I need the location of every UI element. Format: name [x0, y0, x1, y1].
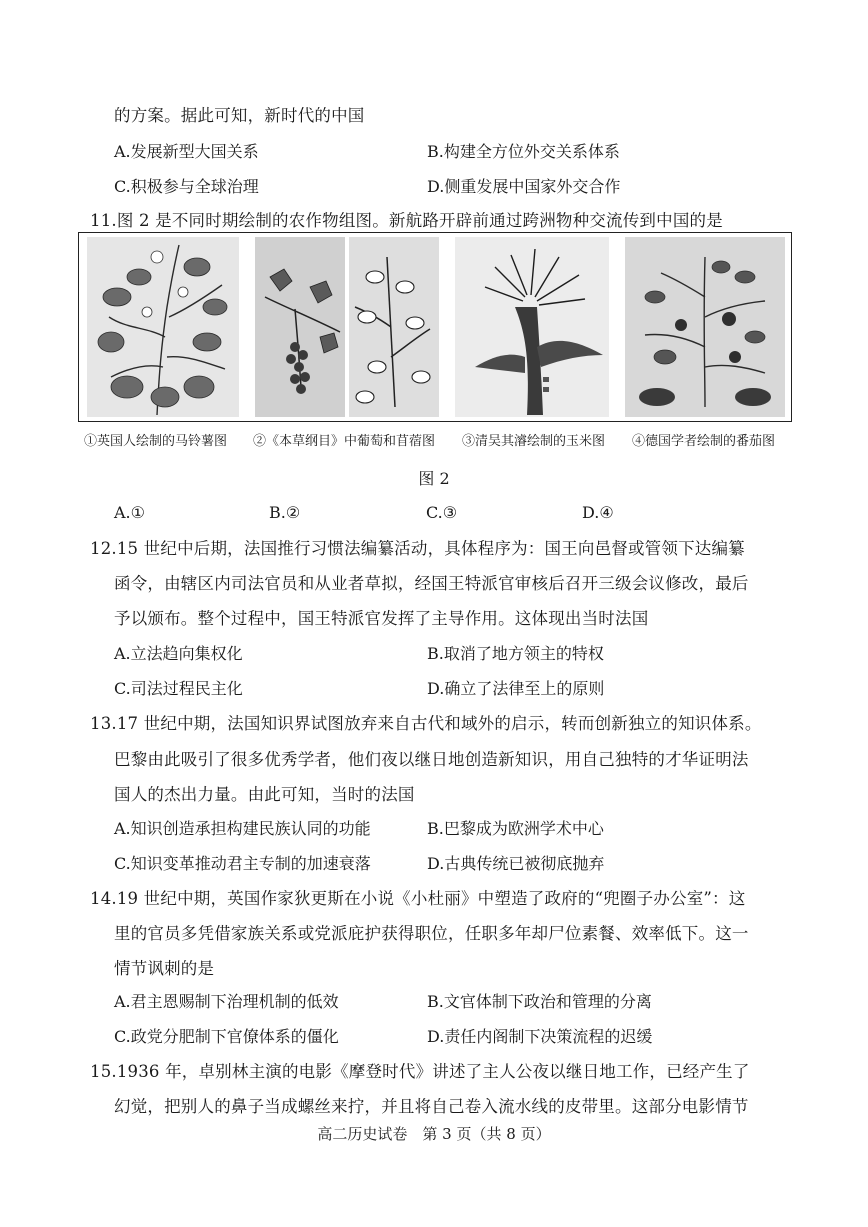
q13-stem-line-2: 巴黎由此吸引了很多优秀学者，他们夜以继日地创造新知识，用自己独特的才华证明法 [114, 750, 749, 769]
q12-option-c: C.司法过程民主化 [114, 679, 243, 698]
potato-illustration [87, 237, 239, 417]
q13-stem-line-1: 13.17 世纪中期，法国知识界试图放弃来自古代和域外的启示，转而创新独立的知识体系。 [90, 714, 762, 733]
q12-stem-line-3: 予以颁布。整个过程中，国王特派官发挥了主导作用。这体现出当时法国 [114, 609, 649, 628]
q14-option-d: D.责任内阁制下决策流程的迟缓 [427, 1027, 653, 1046]
q12-stem-line-2: 函令，由辖区内司法官员和从业者草拟，经国王特派官审核后召开三级会议修改，最后 [114, 574, 749, 593]
q12-option-b: B.取消了地方领主的特权 [427, 644, 604, 663]
q11-option-d: D.④ [582, 503, 614, 522]
q13-option-a: A.知识创造承担构建民族认同的功能 [114, 819, 371, 838]
q12-option-d: D.确立了法律至上的原则 [427, 679, 605, 698]
q10-stem-continuation: 的方案。据此可知，新时代的中国 [114, 106, 365, 125]
figure-label: 图 2 [418, 469, 450, 488]
page-footer: 高二历史试卷 第 3 页（共 8 页） [317, 1125, 551, 1143]
q14-stem-line-3: 情节讽刺的是 [114, 959, 215, 978]
caption-potato: ①英国人绘制的马铃薯图 [84, 434, 228, 449]
caption-tomato: ④德国学者绘制的番茄图 [632, 434, 776, 449]
figure-2-crop-illustrations [78, 232, 792, 422]
q13-option-d: D.古典传统已被彻底抛弃 [427, 854, 605, 873]
q12-stem-line-1: 12.15 世纪中后期，法国推行习惯法编纂活动，具体程序为：国王向邑督或管领下达编纂 [90, 539, 745, 558]
q13-option-c: C.知识变革推动君主专制的加速衰落 [114, 854, 371, 873]
q12-option-a: A.立法趋向集权化 [114, 644, 243, 663]
q13-stem-line-3: 国人的杰出力量。由此可知，当时的法国 [114, 785, 415, 804]
q14-stem-line-1: 14.19 世纪中期，英国作家狄更斯在小说《小杜丽》中塑造了政府的“兜圈子办公室”：这 [90, 889, 746, 908]
q11-option-c: C.③ [426, 503, 458, 522]
q14-option-b: B.文官体制下政治和管理的分离 [427, 992, 652, 1011]
caption-grape-alfalfa: ②《本草纲目》中葡萄和苜蓿图 [253, 434, 436, 449]
grape-alfalfa-illustration [255, 237, 439, 417]
q15-stem-line-1: 15.1936 年，卓别林主演的电影《摩登时代》讲述了主人公夜以继日地工作，已经产生了 [90, 1062, 750, 1081]
q10-option-c: C.积极参与全球治理 [114, 177, 259, 196]
q15-stem-line-2: 幻觉，把别人的鼻子当成螺丝来拧，并且将自己卷入流水线的皮带里。这部分电影情节 [114, 1097, 749, 1116]
q11-stem: 11.图 2 是不同时期绘制的农作物组图。新航路开辟前通过跨洲物种交流传到中国的是 [90, 211, 723, 230]
q14-option-c: C.政党分肥制下官僚体系的僵化 [114, 1027, 339, 1046]
corn-illustration [455, 237, 609, 417]
q11-option-b: B.② [269, 503, 301, 522]
q14-option-a: A.君主恩赐制下治理机制的低效 [114, 992, 339, 1011]
q13-option-b: B.巴黎成为欧洲学术中心 [427, 819, 604, 838]
q10-option-a: A.发展新型大国关系 [114, 142, 259, 161]
q14-stem-line-2: 里的官员多凭借家族关系或党派庇护获得职位，任职多年却尸位素餐、效率低下。这一 [114, 924, 749, 943]
tomato-illustration [625, 237, 785, 417]
q11-option-a: A.① [114, 503, 145, 522]
q10-option-b: B.构建全方位外交关系体系 [427, 142, 620, 161]
caption-corn: ③清吴其濬绘制的玉米图 [462, 434, 606, 449]
q10-option-d: D.侧重发展中国家外交合作 [427, 177, 621, 196]
